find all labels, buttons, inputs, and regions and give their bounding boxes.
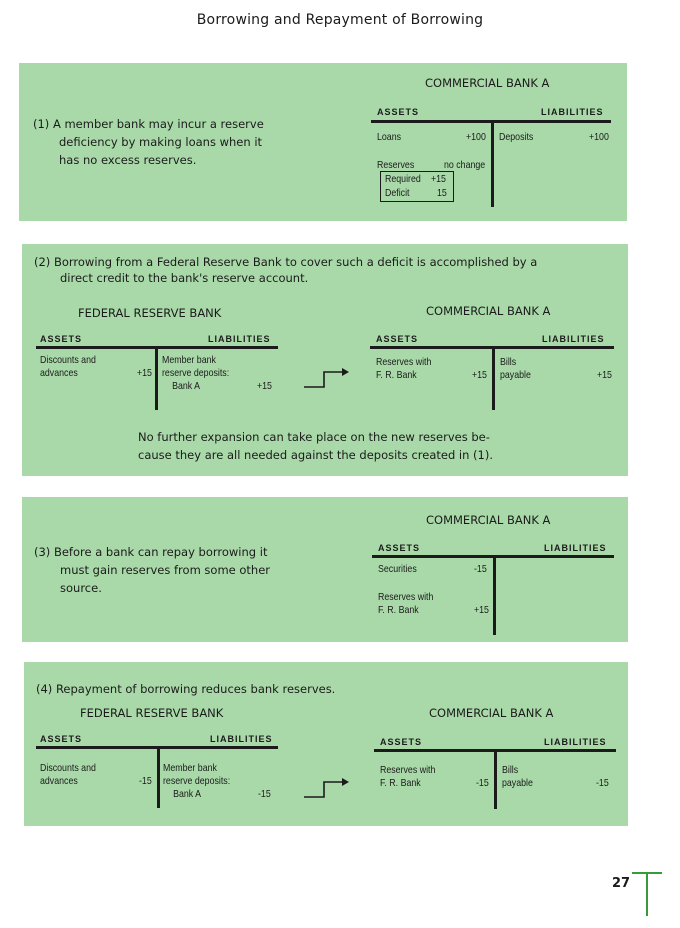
frb-liab-value: -15	[258, 788, 271, 800]
frb-assets-header: ASSETS	[40, 734, 83, 744]
frb-assets-value: -15	[139, 775, 152, 787]
cb-assets-value: +15	[472, 369, 487, 381]
reserves-item	[378, 591, 433, 617]
frb-assets-item	[40, 762, 96, 788]
section-3-text	[34, 543, 270, 597]
reserves-value: no change	[444, 159, 486, 171]
commercial-bank-title: COMMERCIAL BANK A	[426, 304, 551, 318]
deposits-value: +100	[589, 131, 609, 143]
frb-liabilities-header: LIABILITIES	[210, 734, 273, 744]
cb-liab-line: Bills	[500, 356, 517, 368]
frb-liabilities-header: LIABILITIES	[208, 334, 271, 344]
frb-liab-item	[163, 762, 230, 801]
cb-assets-item	[380, 764, 435, 790]
assets-header: ASSETS	[378, 543, 421, 553]
cb-liab-line: payable	[502, 777, 533, 789]
section-2-note-line: No further expansion can take place on the new reserves be-	[138, 430, 490, 444]
frb-assets-line: advances	[40, 367, 78, 379]
cb-assets-line: Reserves with	[376, 356, 432, 368]
frb-assets-line: Discounts and	[40, 762, 96, 774]
reserves-label: Reserves	[377, 159, 415, 171]
cb-liab-value: -15	[596, 777, 609, 789]
frb-liab-line: Bank A	[173, 788, 202, 800]
frb-liab-line: Member bank	[163, 762, 217, 774]
reserves-line: F. R. Bank	[378, 604, 419, 616]
section-2-text	[34, 253, 537, 287]
liabilities-header: LIABILITIES	[544, 543, 607, 553]
federal-reserve-title: FEDERAL RESERVE BANK	[78, 306, 222, 320]
deficit-value: 15	[437, 187, 447, 199]
commercial-bank-title: COMMERCIAL BANK A	[429, 706, 554, 720]
cb-liabilities-header: LIABILITIES	[542, 334, 605, 344]
section-2-note	[138, 428, 493, 464]
frb-liab-line: Bank A	[172, 380, 201, 392]
section-3-line: must gain reserves from some other	[60, 563, 271, 577]
frb-assets-line: advances	[40, 775, 78, 787]
section-3-line: (3) Before a bank can repay borrowing it	[34, 545, 268, 559]
cb-assets-line: Reserves with	[380, 764, 436, 776]
frb-t-stem	[155, 346, 158, 410]
frb-assets-value: +15	[137, 367, 152, 379]
cb-t-stem	[494, 749, 497, 809]
loans-value: +100	[466, 131, 486, 143]
deposits-label: Deposits	[499, 131, 534, 143]
section-2-line: (2) Borrowing from a Federal Reserve Bank to cover such a deficit is accomplished by a	[34, 255, 538, 269]
frb-assets-item	[40, 354, 96, 380]
cb-assets-header: ASSETS	[380, 737, 423, 747]
frb-liab-line: Member bank	[162, 354, 216, 366]
cb-t-stem	[492, 346, 495, 410]
section-4-text: (4) Repayment of borrowing reduces bank reserves.	[36, 682, 336, 696]
securities-label: Securities	[378, 563, 417, 575]
cb-liabilities-header: LIABILITIES	[544, 737, 607, 747]
section-1-line: has no excess reserves.	[59, 153, 197, 167]
required-label: Required	[385, 173, 421, 185]
cb-liab-line: Bills	[502, 764, 519, 776]
section-1-line: (1) A member bank may incur a reserve	[33, 117, 264, 131]
frb-liab-value: +15	[257, 380, 272, 392]
page-number: 27	[612, 876, 631, 891]
cb-liab-line: payable	[500, 369, 531, 381]
securities-value: -15	[474, 563, 487, 575]
deficit-label: Deficit	[385, 187, 410, 199]
frb-liab-line: reserve deposits:	[162, 367, 230, 379]
commercial-bank-title: COMMERCIAL BANK A	[425, 76, 550, 90]
reserves-line: Reserves with	[378, 591, 434, 603]
transfer-arrow-icon	[302, 368, 350, 392]
section-2-line: direct credit to the bank's reserve account.	[60, 271, 309, 285]
cb-assets-line: F. R. Bank	[380, 777, 421, 789]
t-account-stem	[493, 555, 496, 635]
section-1-line: deficiency by making loans when it	[59, 135, 263, 149]
assets-header: ASSETS	[377, 107, 420, 117]
cb-assets-item	[376, 356, 431, 382]
section-4-panel	[24, 662, 628, 826]
cb-assets-header: ASSETS	[376, 334, 419, 344]
frb-liab-item	[162, 354, 229, 393]
loans-label: Loans	[377, 131, 402, 143]
section-1-text	[33, 115, 264, 169]
frb-assets-line: Discounts and	[40, 354, 96, 366]
section-1-panel	[19, 63, 627, 221]
liabilities-header: LIABILITIES	[541, 107, 604, 117]
section-3-panel	[22, 497, 628, 642]
frb-assets-header: ASSETS	[40, 334, 83, 344]
required-value: +15	[431, 173, 446, 185]
cb-assets-value: -15	[476, 777, 489, 789]
section-2-panel	[22, 244, 628, 476]
page-title: Borrowing and Repayment of Borrowing	[196, 12, 484, 28]
frb-liab-line: reserve deposits:	[163, 775, 231, 787]
federal-reserve-title: FEDERAL RESERVE BANK	[80, 706, 224, 720]
cb-liab-item	[500, 356, 531, 382]
section-3-line: source.	[60, 581, 102, 595]
reserves-value: +15	[474, 604, 489, 616]
cb-liab-value: +15	[597, 369, 612, 381]
section-2-note-line: cause they are all needed against the deposits created in (1).	[138, 448, 493, 462]
cb-assets-line: F. R. Bank	[376, 369, 417, 381]
cb-liab-item	[502, 764, 533, 790]
t-account-stem	[491, 120, 494, 207]
page-marker-stem	[646, 872, 648, 916]
commercial-bank-title: COMMERCIAL BANK A	[426, 513, 551, 527]
frb-t-stem	[157, 746, 160, 808]
transfer-arrow-icon	[302, 778, 350, 802]
